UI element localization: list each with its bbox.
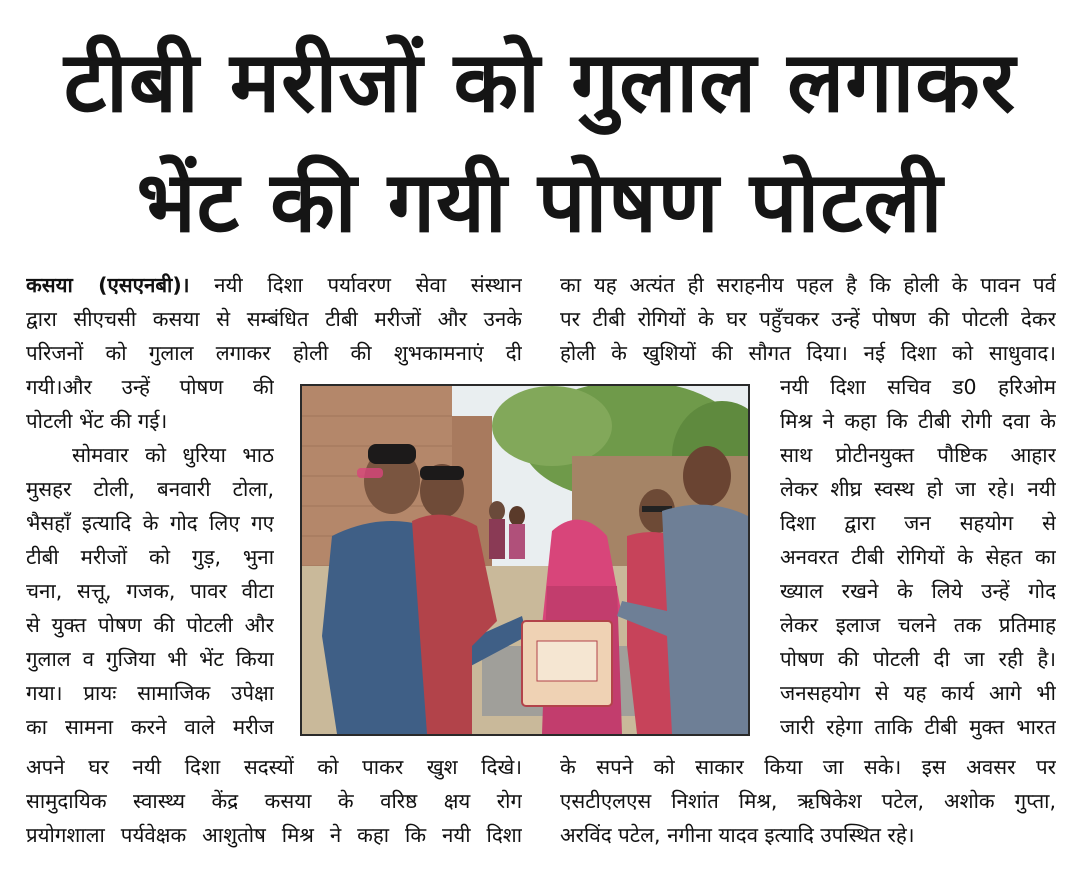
article-line: सोमवार को धुरिया भाठ — [72, 443, 274, 467]
headline-line-2: भेंट की गयी पोषण पोटली — [136, 153, 944, 251]
article-line: पोषण की पोटली दी जा रही है। — [780, 647, 1056, 671]
article-line: होली के खुशियों की सौगत दिया। नई दिशा को साधुवाद। — [560, 341, 1056, 365]
article-line: चना, सत्तू, गजक, पावर वीटा — [26, 579, 274, 603]
article-line: पर टीबी रोगियों के घर पहुँचकर उन्हें पोषण की पोटली देकर — [560, 307, 1056, 331]
article-line: गुलाल व गुजिया भी भेंट किया — [26, 647, 274, 671]
article-line — [26, 268, 522, 302]
article-line: मुसहर टोली, बनवारी टोला, — [26, 477, 274, 501]
article-line: लेकर शीघ्र स्वस्थ हो जा रहे। नयी — [780, 477, 1056, 501]
article-line: गया। प्रायः सामाजिक उपेक्षा — [26, 681, 274, 705]
article-line: के सपने को साकार किया जा सके। इस अवसर पर — [560, 755, 1056, 779]
article-line: नयी दिशा सचिव ड0 हरिओम — [780, 375, 1056, 399]
article-line: सामुदायिक स्वास्थ्य केंद्र कसया के वरिष्ठ क्षय रोग — [26, 789, 522, 813]
article-line: टीबी मरीजों को गुड़, भुना — [26, 545, 274, 569]
article-line: गयी।और उन्हें पोषण की — [26, 375, 274, 399]
article-line: पोटली भेंट की गई। — [26, 409, 168, 433]
article-line: साथ प्रोटीनयुक्त पौष्टिक आहार — [780, 443, 1056, 467]
article-line: लेकर इलाज चलने तक प्रतिमाह — [780, 613, 1056, 637]
article-line: का सामना करने वाले मरीज — [26, 715, 274, 739]
article-line: प्रयोगशाला पर्यवेक्षक आशुतोष मिश्र ने कहा कि नयी दिशा — [26, 823, 522, 847]
article-line: से युक्त पोषण की पोटली और — [26, 613, 274, 637]
article-line: अपने घर नयी दिशा सदस्यों को पाकर खुश दिखे। — [26, 755, 522, 779]
article-line: अरविंद पटेल, नगीना यादव इत्यादि उपस्थित रहे। — [560, 823, 915, 847]
news-photo — [300, 384, 750, 736]
article-line: मिश्र ने कहा कि टीबी रोगी दवा के — [780, 409, 1056, 433]
article-line: भैसहाँ इत्यादि के गोद लिए गए — [26, 511, 274, 535]
article-line: परिजनों को गुलाल लगाकर होली की शुभकामनाएं दी — [26, 341, 522, 365]
group-photo-illustration — [302, 386, 748, 734]
article-line: एसटीएलएस निशांत मिश्र, ऋषिकेश पटेल, अशोक गुप्ता, — [560, 789, 1056, 813]
article-line: अनवरत टीबी रोगियों के सेहत का — [780, 545, 1056, 569]
article-line: द्वारा सीएचसी कसया से सम्बंधित टीबी मरीजों और उनके — [26, 307, 522, 331]
headline-line-1: टीबी मरीजों को गुलाल लगाकर — [63, 33, 1017, 131]
article-line: दिशा द्वारा जन सहयोग से — [780, 511, 1056, 535]
article-line: ख्याल रखने के लिये उन्हें गोद — [780, 579, 1056, 603]
article-text: नयी दिशा पर्यावरण सेवा संस्थान — [189, 273, 522, 297]
article-line: जारी रहेगा ताकि टीबी मुक्त भारत — [780, 715, 1056, 739]
article-line: जनसहयोग से यह कार्य आगे भी — [780, 681, 1056, 705]
article-line: का यह अत्यंत ही सराहनीय पहल है कि होली के पावन पर्व — [560, 273, 1056, 297]
dateline: कसया (एसएनबी)। — [26, 273, 190, 297]
